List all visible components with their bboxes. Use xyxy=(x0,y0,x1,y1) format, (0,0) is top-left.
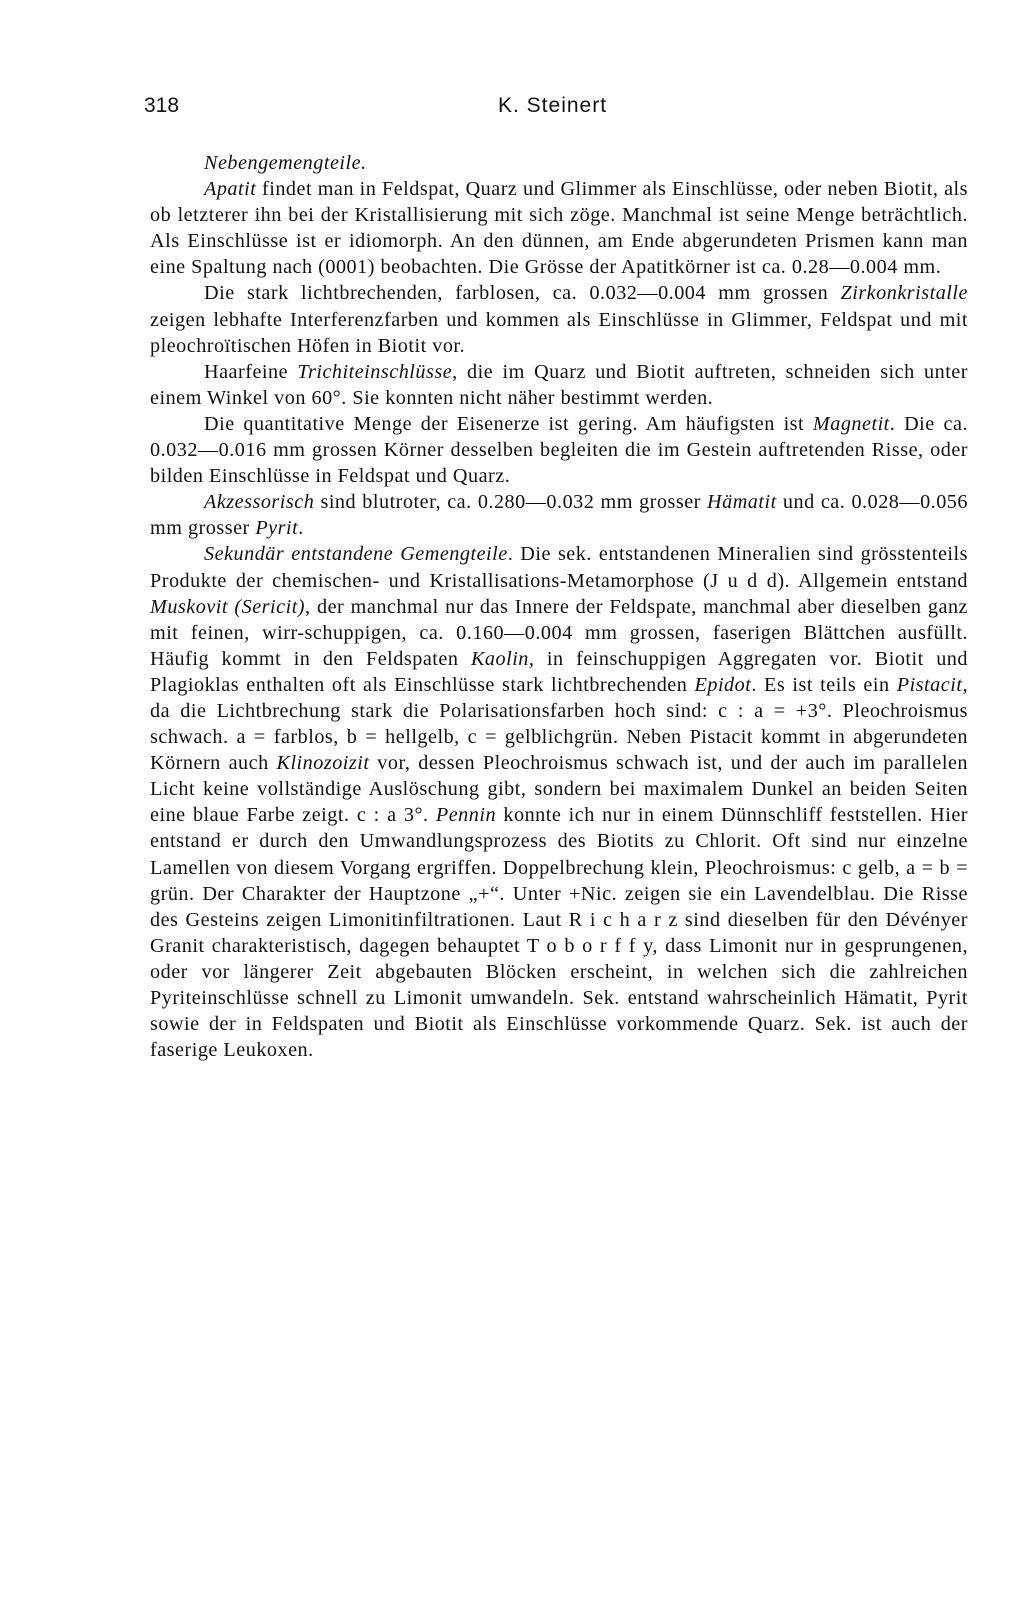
text-run: vor, dessen Pleochroismus schwach ist, und der auch im parallelen Licht keine vollständige Auslöschung gibt, sondern bei maximalem Dunkel an beiden Seiten eine blaue Farbe zeigt. c : a 3°. xyxy=(150,752,969,827)
paragraph xyxy=(150,411,968,489)
text-run: . Die sek. entstandenen Mineralien sind grösstenteils Produkte der chemischen- und Kristallisations-Metamorphose (J u d d). Allgemein entstand xyxy=(150,543,968,592)
text-run: , der manchmal nur das Innere der Feldspate, manchmal aber dieselben ganz mit feinen, wirr-schuppigen, ca. 0.160—0.004 mm grossen, faserigen Blättchen ausfüllt. Häufig kommt in den Feldspaten xyxy=(150,595,969,670)
italic-term: Pyrit xyxy=(255,517,299,540)
paragraph-list xyxy=(150,176,968,1063)
italic-term: Hämatit xyxy=(707,491,777,514)
text-run: sind blutroter, ca. 0.280—0.032 mm grosser xyxy=(314,491,708,514)
page-header xyxy=(144,94,934,126)
paragraph xyxy=(150,176,968,280)
text-run: . Die ca. 0.032—0.016 mm grossen Körner desselben begleiten die im Gestein auftretenden Risse, oder bilden Einschlüsse in Feldspat und Quarz. xyxy=(150,412,968,488)
italic-term: Magnetit xyxy=(812,412,890,435)
italic-term: Epidot xyxy=(694,673,752,696)
section-heading: Nebengemengteile. xyxy=(204,152,367,174)
text-run: . xyxy=(298,517,304,540)
paragraph xyxy=(150,489,968,541)
paragraph xyxy=(150,280,968,358)
text-run: , da die Lichtbrechung stark die Polarisationsfarben hoch sind: c : a = +3°. Pleochroismus schwach. a = farblos, b = hellgelb, c = gelblichgrün. Neben Pistacit kommt in abgerundeten Körnern auch xyxy=(150,673,968,775)
running-head-author: K. Steinert xyxy=(498,94,608,117)
italic-term: Pennin xyxy=(435,804,497,827)
body-text xyxy=(150,150,968,1063)
text-run: findet man in Feldspat, Quarz und Glimmer als Einschlüsse, oder neben Biotit, als ob letzterer ihn bei der Kristallisierung mit sich zöge. Manchmal ist seine Menge beträchtlich. Als Einschlüsse ist er idiomorph. An den dünnen, am Ende abgerundeten Prismen kann man eine Spaltung nach (0001) beobachten. Die Grösse der Apatitkörner ist ca. 0.28—0.004 mm. xyxy=(150,178,968,279)
italic-term: Sekundär entstandene Gemengteile xyxy=(204,543,508,566)
italic-term: Zirkonkristalle xyxy=(840,282,968,305)
text-run: , in feinschuppigen Aggregaten vor. Biotit und Plagioklas enthalten oft als Einschlüsse stark lichtbrechenden xyxy=(150,647,968,696)
italic-term: Pistacit xyxy=(896,673,963,696)
text-run: Die quantitative Menge der Eisenerze ist gering. Am häufigsten ist xyxy=(204,412,813,435)
italic-term: Klinozoizit xyxy=(276,752,370,775)
text-run: zeigen lebhafte Interferenzfarben und kommen als Einschlüsse in Glimmer, Feldspat und mit pleochroïtischen Höfen in Biotit vor. xyxy=(150,308,968,357)
text-run: und ca. 0.028—0.056 mm grosser xyxy=(150,491,968,540)
paragraph xyxy=(150,541,968,1063)
page-number: 318 xyxy=(144,94,180,117)
italic-term: Kaolin xyxy=(470,647,529,670)
paragraph xyxy=(150,359,968,411)
text-run: konnte ich nur in einem Dünnschliff feststellen. Hier entstand er durch den Umwandlungsprozess des Biotits zu Chlorit. Oft sind nur einzelne Lamellen von diesem Vorgang ergriffen. Doppelbrechung klein, Pleochroismus: c gelb, a = b = grün. Der Charakter der Hauptzone „+“. Unter +Nic. zeigen sie ein Lavendelblau. Die Risse des Gesteins zeigen Limonitinfiltrationen. Laut R i c h a r z sind dieselben für den Dévényer Granit charakteristisch, dagegen behauptet T o b o r f f y, dass Limonit nur in gesprungenen, oder vor längerer Zeit abgebauten Blöcken erscheint, in welchen sich die zahlreichen Pyriteinschlüsse schnell zu Limonit umwandeln. Sek. entstand wahrscheinlich Hämatit, Pyrit sowie der in Feldspaten und Biotit als Einschlüsse vorkommende Quarz. Sek. ist auch der faserige Leukoxen. xyxy=(150,804,969,1062)
italic-term: Akzessorisch xyxy=(204,491,315,514)
text-run: Haarfeine xyxy=(204,360,298,383)
text-run: , die im Quarz und Biotit auftreten, schneiden sich unter einem Winkel von 60°. Sie konnten nicht näher bestimmt werden. xyxy=(150,360,968,409)
text-run: . Es ist teils ein xyxy=(751,673,897,696)
text-run: Die stark lichtbrechenden, farblosen, ca. 0.032—0.004 mm grossen xyxy=(204,282,841,305)
italic-term: Apatit xyxy=(204,178,257,201)
italic-term: Trichiteinschlüsse xyxy=(297,360,453,383)
italic-term: Muskovit (Sericit) xyxy=(150,595,306,618)
